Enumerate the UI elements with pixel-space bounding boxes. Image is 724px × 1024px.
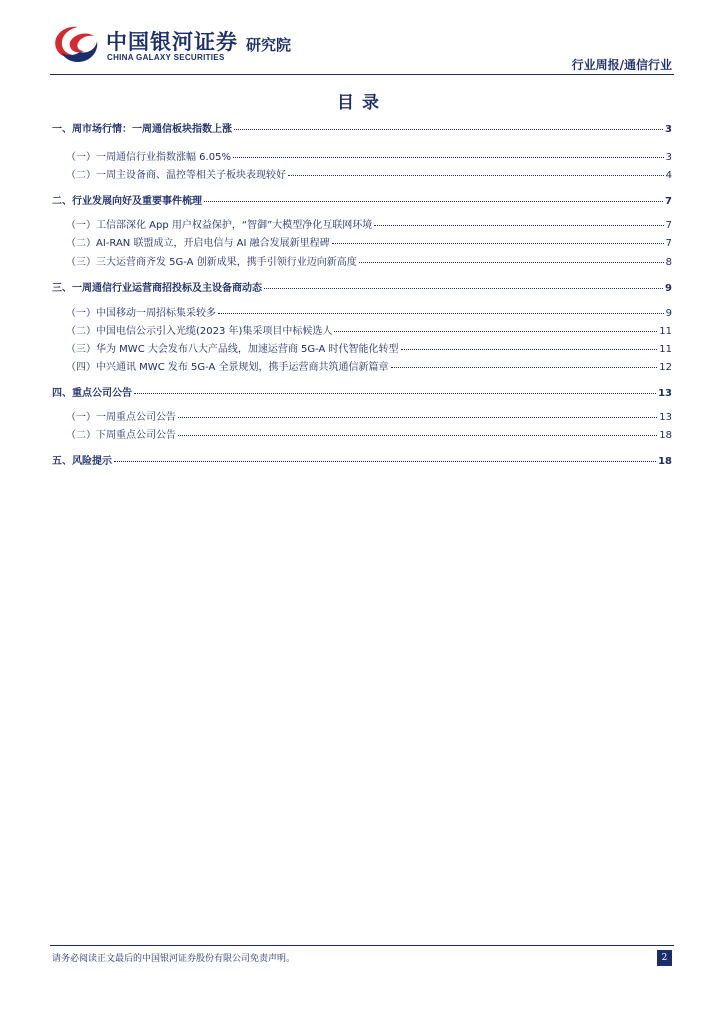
toc-leader-dots <box>114 461 656 462</box>
toc-section-entry[interactable] <box>52 384 672 399</box>
toc-entry-text: （四）中兴通讯 MWC 发布 5G-A 全景规划，携手运营商共筑通信新篇章 <box>66 362 389 373</box>
toc-entry-page: 8 <box>665 257 672 268</box>
toc-leader-dots <box>233 157 664 158</box>
toc-entry-page: 7 <box>665 238 672 249</box>
footer-divider <box>50 945 674 946</box>
toc-entry-text: （三）华为 MWC 大会发布八大产品线，加速运营商 5G-A 时代智能化转型 <box>66 344 399 355</box>
page-number: 2 <box>657 950 672 966</box>
toc-section-entry[interactable] <box>52 452 672 467</box>
page-header <box>50 22 674 78</box>
toc-entry-page: 3 <box>665 124 672 135</box>
toc-section-entry[interactable] <box>52 120 672 135</box>
toc-entry-page: 9 <box>665 283 672 294</box>
toc-entry-text: 二、行业发展向好及重要事件梳理 <box>52 196 202 207</box>
toc-entry-text: 三、一周通信行业运营商招投标及主设备商动态 <box>52 283 262 294</box>
toc-entry-page: 7 <box>665 196 672 207</box>
toc-entry-text: （二）AI-RAN 联盟成立，开启电信与 AI 融合发展新里程碑 <box>66 238 330 249</box>
toc-subsection-entry[interactable] <box>52 253 672 268</box>
toc-entry-page: 12 <box>659 362 672 373</box>
toc-section-entry[interactable] <box>52 279 672 294</box>
toc-leader-dots <box>134 393 656 394</box>
toc-entry-text: （二）一周主设备商、温控等相关子板块表现较好 <box>66 170 286 181</box>
toc-entry-text: 四、重点公司公告 <box>52 388 132 399</box>
toc-subsection-entry[interactable] <box>52 340 672 355</box>
toc-subsection-entry[interactable] <box>52 148 672 163</box>
toc-entry-page: 7 <box>665 220 672 231</box>
toc-entry-page: 13 <box>658 388 672 399</box>
toc-subsection-entry[interactable] <box>52 234 672 249</box>
toc-section-entry[interactable] <box>52 192 672 207</box>
galaxy-logo-icon <box>50 22 100 66</box>
header-divider <box>50 74 674 75</box>
toc-entry-page: 3 <box>665 152 672 163</box>
toc-entry-text: 一、周市场行情：一周通信板块指数上涨 <box>52 124 232 135</box>
toc-entry-page: 11 <box>659 344 672 355</box>
toc-subsection-entry[interactable] <box>52 322 672 337</box>
toc-leader-dots <box>234 129 663 130</box>
toc-leader-dots <box>374 225 663 226</box>
toc-leader-dots <box>218 313 664 314</box>
brand-name-en: CHINA GALAXY SECURITIES <box>107 53 225 62</box>
toc-leader-dots <box>178 435 657 436</box>
toc-entry-page: 13 <box>659 412 672 423</box>
toc-title: 目录 <box>337 93 387 113</box>
toc-leader-dots <box>401 349 658 350</box>
toc-leader-dots <box>178 417 657 418</box>
brand-institute: 研究院 <box>246 36 292 54</box>
toc-entry-page: 9 <box>665 308 672 319</box>
toc-entry-text: （二）中国电信公示引入光缆(2023 年)集采项目中标候选人 <box>66 326 333 337</box>
toc-leader-dots <box>288 175 664 176</box>
toc-subsection-entry[interactable] <box>52 304 672 319</box>
toc-leader-dots <box>264 288 663 289</box>
toc-subsection-entry[interactable] <box>52 216 672 231</box>
toc-entry-page: 18 <box>658 456 672 467</box>
toc-leader-dots <box>204 201 663 202</box>
toc-entry-page: 4 <box>665 170 672 181</box>
toc-entry-text: （一）一周重点公司公告 <box>66 412 176 423</box>
toc-subsection-entry[interactable] <box>52 426 672 441</box>
toc-entry-page: 18 <box>659 430 672 441</box>
toc-entry-page: 11 <box>659 326 672 337</box>
toc-entry-text: （一）中国移动一周招标集采较多 <box>66 308 216 319</box>
report-type: 行业周报/通信行业 <box>571 58 672 72</box>
toc-leader-dots <box>359 262 664 263</box>
disclaimer: 请务必阅读正文最后的中国银河证券股份有限公司免责声明。 <box>52 954 296 964</box>
toc-entry-text: （三）三大运营商齐发 5G-A 创新成果，携手引领行业迈向新高度 <box>66 257 357 268</box>
toc-entry-text: （一）一周通信行业指数涨幅 6.05% <box>66 152 231 163</box>
toc-subsection-entry[interactable] <box>52 408 672 423</box>
toc-subsection-entry[interactable] <box>52 166 672 181</box>
toc-subsection-entry[interactable] <box>52 358 672 373</box>
toc-entry-text: （二）下周重点公司公告 <box>66 430 176 441</box>
brand-name-cn: 中国银河证券 <box>106 30 238 54</box>
toc-leader-dots <box>391 367 658 368</box>
toc-leader-dots <box>332 243 664 244</box>
toc-entry-text: （一）工信部深化 App 用户权益保护，“智御”大模型净化互联网环境 <box>66 220 373 231</box>
toc-entry-text: 五、风险提示 <box>52 456 112 467</box>
toc-leader-dots <box>334 331 657 332</box>
